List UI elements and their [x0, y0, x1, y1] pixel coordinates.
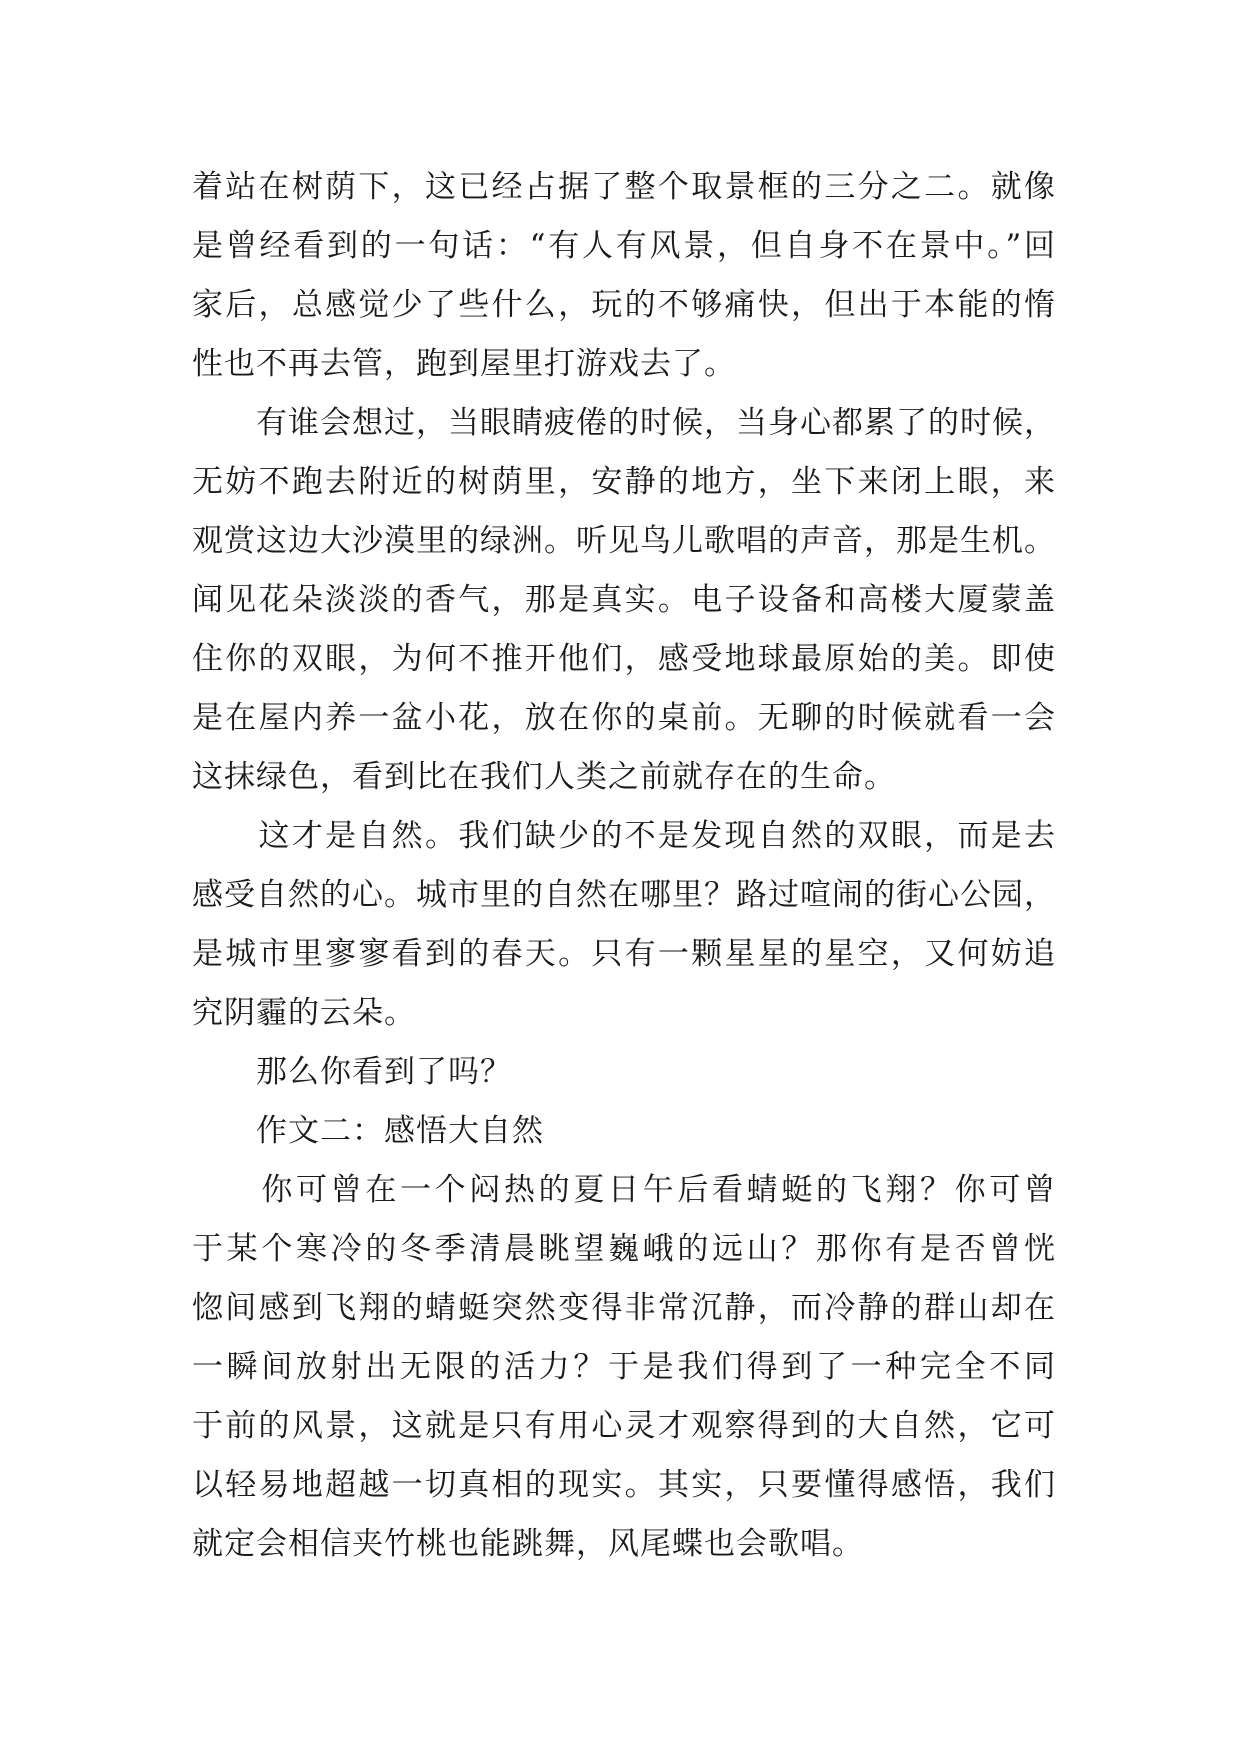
- text-line: 有谁会想过，当眼睛疲倦的时候，当身心都累了的时候，: [192, 405, 1056, 441]
- text-line: 就定会相信夹竹桃也能跳舞，风尾蝶也会歌唱。: [192, 1526, 864, 1562]
- text-line: 这才是自然。我们缺少的不是发现自然的双眼，而是去: [192, 818, 1056, 854]
- text-line: 感受自然的心。城市里的自然在哪里？路过喧闹的街心公园，: [192, 877, 1056, 913]
- text-line: 无妨不跑去附近的树荫里，安静的地方，坐下来闭上眼，来: [192, 464, 1056, 500]
- essay-subtitle: 作文二：感悟大自然: [192, 1113, 544, 1149]
- text-line: 以轻易地超越一切真相的现实。其实，只要懂得感悟，我们: [192, 1467, 1056, 1503]
- text-line: 惚间感到飞翔的蜻蜓突然变得非常沉静，而冷静的群山却在: [192, 1290, 1056, 1326]
- text-line: 观赏这边大沙漠里的绿洲。听见鸟儿歌唱的声音，那是生机。: [192, 523, 1056, 559]
- text-line: 着站在树荫下，这已经占据了整个取景框的三分之二。就像: [192, 169, 1056, 205]
- text-line: 闻见花朵淡淡的香气，那是真实。电子设备和高楼大厦蒙盖: [192, 582, 1056, 618]
- text-line: 是在屋内养一盆小花，放在你的桌前。无聊的时候就看一会: [192, 700, 1056, 736]
- text-line: 这抹绿色，看到比在我们人类之前就存在的生命。: [192, 759, 896, 795]
- text-line: 那么你看到了吗？: [192, 1054, 512, 1090]
- text-line: 于某个寒冷的冬季清晨眺望巍峨的远山？那你有是否曾恍: [192, 1231, 1056, 1267]
- essay-body: [192, 158, 1056, 1574]
- text-line: 究阴霾的云朵。: [192, 995, 416, 1031]
- text-line: 是城市里寥寥看到的春天。只有一颗星星的星空，又何妨追: [192, 936, 1056, 972]
- text-line: 于前的风景，这就是只有用心灵才观察得到的大自然，它可: [192, 1408, 1056, 1444]
- text-line: 住你的双眼，为何不推开他们，感受地球最原始的美。即使: [192, 641, 1056, 677]
- text-line: 是曾经看到的一句话：“有人有风景，但自身不在景中。”回: [192, 228, 1056, 264]
- text-line: 你可曾在一个闷热的夏日午后看蜻蜓的飞翔？你可曾: [192, 1172, 1056, 1208]
- text-line: 家后，总感觉少了些什么，玩的不够痛快，但出于本能的惰: [192, 287, 1056, 323]
- text-line: 性也不再去管，跑到屋里打游戏去了。: [192, 346, 736, 382]
- text-line: 一瞬间放射出无限的活力？于是我们得到了一种完全不同: [192, 1349, 1056, 1385]
